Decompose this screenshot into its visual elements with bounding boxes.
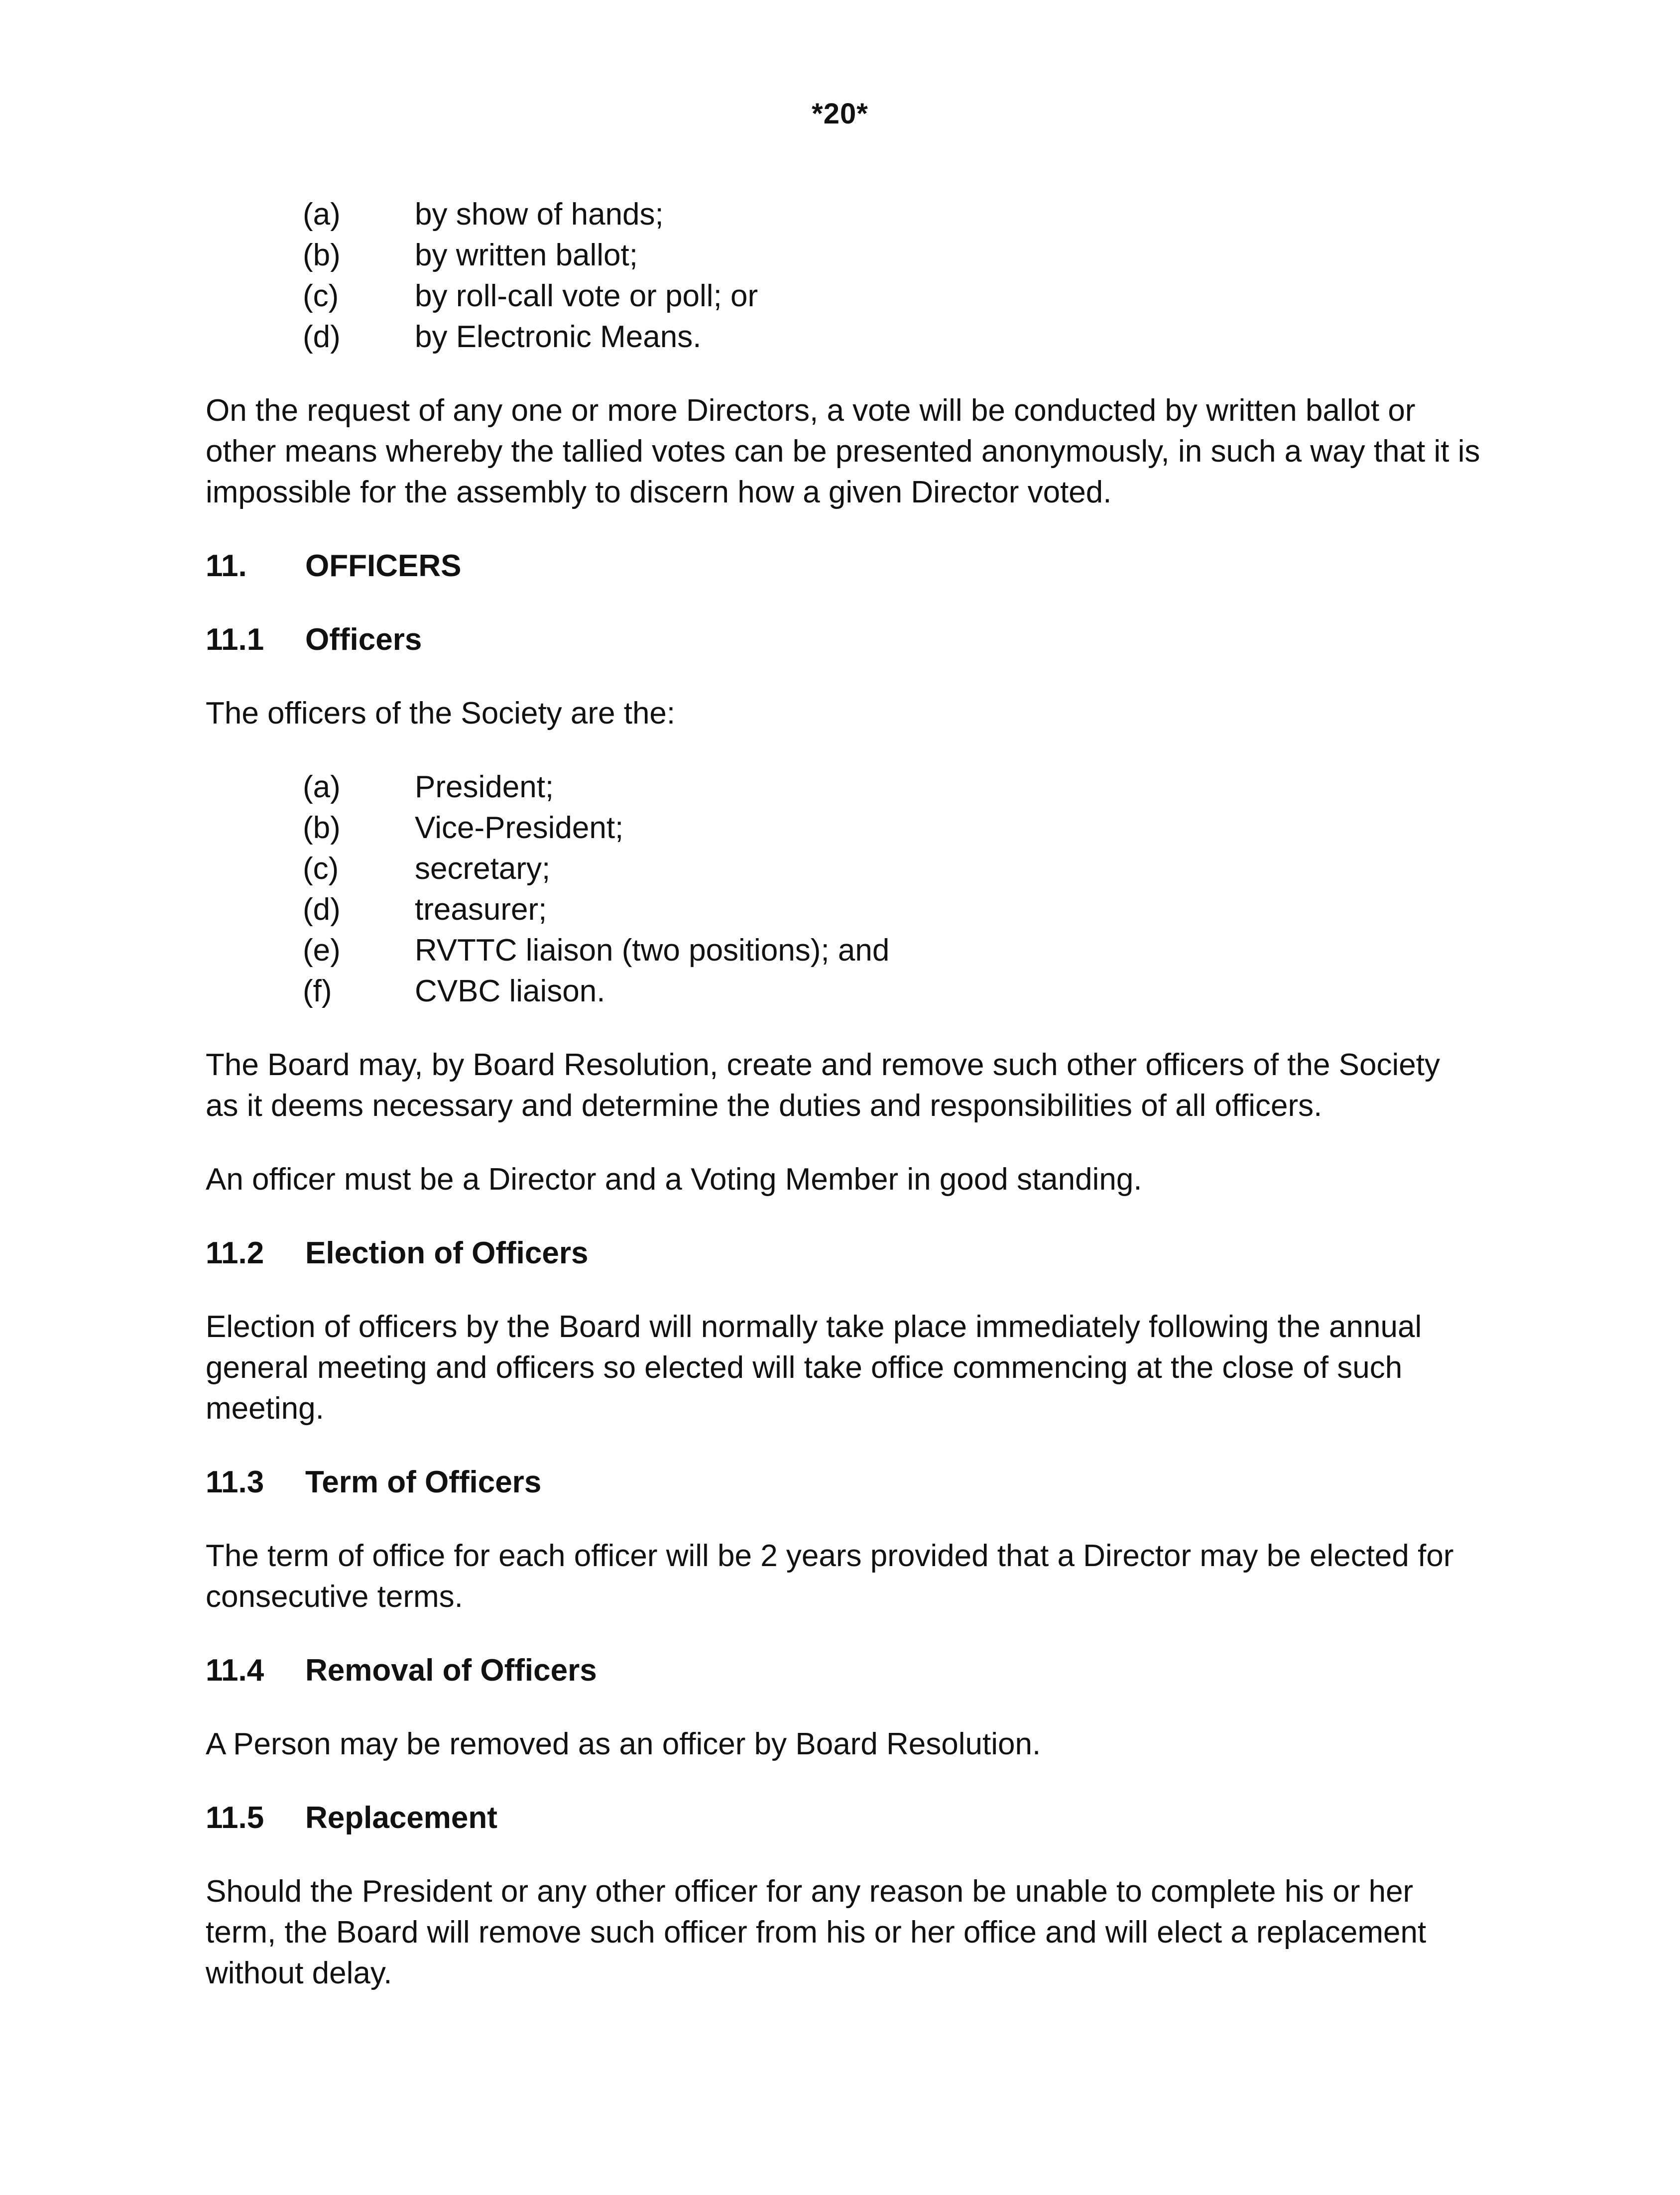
list-item	[206, 194, 1480, 235]
list-marker: (d)	[303, 320, 341, 354]
section-11-4-heading	[206, 1650, 1480, 1691]
section-number: 11.2	[206, 1236, 264, 1270]
list-item-text: by roll-call vote or poll; or	[415, 279, 758, 313]
list-item	[206, 849, 1480, 889]
list-item-text: President;	[415, 770, 554, 804]
section-11-heading	[206, 546, 1480, 587]
board-resolution-paragraph: The Board may, by Board Resolution, create and remove such other officers of the Society as it deems necessary and determine the duties and responsibilities of all officers.	[206, 1048, 1440, 1123]
list-marker: (b)	[303, 811, 341, 845]
page-content	[206, 194, 1480, 1994]
list-marker: (a)	[303, 197, 341, 232]
term-paragraph: The term of office for each officer will be 2 years provided that a Director may be elected for consecutive terms.	[206, 1539, 1454, 1614]
list-marker: (e)	[303, 933, 341, 968]
officer-requirement-paragraph: An officer must be a Director and a Voting Member in good standing.	[206, 1162, 1142, 1197]
section-11-2-heading	[206, 1233, 1480, 1274]
list-item-text: treasurer;	[415, 892, 547, 927]
section-title: OFFICERS	[305, 549, 462, 583]
list-item-text: by Electronic Means.	[415, 320, 702, 354]
list-item	[206, 930, 1480, 971]
list-item-text: by written ballot;	[415, 238, 638, 272]
section-title: Election of Officers	[305, 1236, 589, 1270]
section-11-5-heading	[206, 1798, 1480, 1838]
list-item	[206, 317, 1480, 358]
section-title: Term of Officers	[305, 1465, 542, 1499]
removal-paragraph: A Person may be removed as an officer by Board Resolution.	[206, 1727, 1041, 1761]
list-marker: (a)	[303, 770, 341, 804]
section-11-1-heading	[206, 619, 1480, 660]
section-title: Removal of Officers	[305, 1653, 597, 1688]
list-item	[206, 889, 1480, 930]
list-marker: (f)	[303, 974, 332, 1008]
section-11-3-heading	[206, 1462, 1480, 1503]
officers-list	[206, 767, 1480, 1012]
section-number: 11.	[206, 549, 247, 583]
officers-intro: The officers of the Society are the:	[206, 696, 676, 731]
list-item-text: by show of hands;	[415, 197, 664, 232]
replacement-paragraph: Should the President or any other officer for any reason be unable to complete his or her term, the Board will remove such officer from his or her office and will elect a replacement without delay.	[206, 1874, 1427, 1990]
anonymous-vote-paragraph: On the request of any one or more Directors, a vote will be conducted by written ballot or other means whereby the tallied votes can be presented anonymously, in such a way that it is impossible for the assembly to discern how a given Director voted.	[206, 393, 1480, 509]
list-marker: (c)	[303, 852, 339, 886]
list-item	[206, 808, 1480, 849]
list-marker: (c)	[303, 279, 339, 313]
list-item-text: RVTTC liaison (two positions); and	[415, 933, 890, 968]
list-item-text: secretary;	[415, 852, 551, 886]
section-title: Replacement	[305, 1801, 497, 1835]
election-paragraph: Election of officers by the Board will normally take place immediately following the annual general meeting and officers so elected will take office commencing at the close of such meeting.	[206, 1310, 1422, 1426]
section-number: 11.1	[206, 622, 264, 657]
section-number: 11.5	[206, 1801, 264, 1835]
section-number: 11.3	[206, 1465, 264, 1499]
list-item	[206, 971, 1480, 1012]
section-number: 11.4	[206, 1653, 264, 1688]
list-marker: (b)	[303, 238, 341, 272]
page-number: *20*	[812, 98, 868, 130]
list-item	[206, 767, 1480, 808]
list-item-text: CVBC liaison.	[415, 974, 605, 1008]
list-item	[206, 235, 1480, 276]
list-item-text: Vice-President;	[415, 811, 624, 845]
vote-methods-list	[206, 194, 1480, 358]
section-title: Officers	[305, 622, 422, 657]
list-item	[206, 276, 1480, 317]
list-marker: (d)	[303, 892, 341, 927]
